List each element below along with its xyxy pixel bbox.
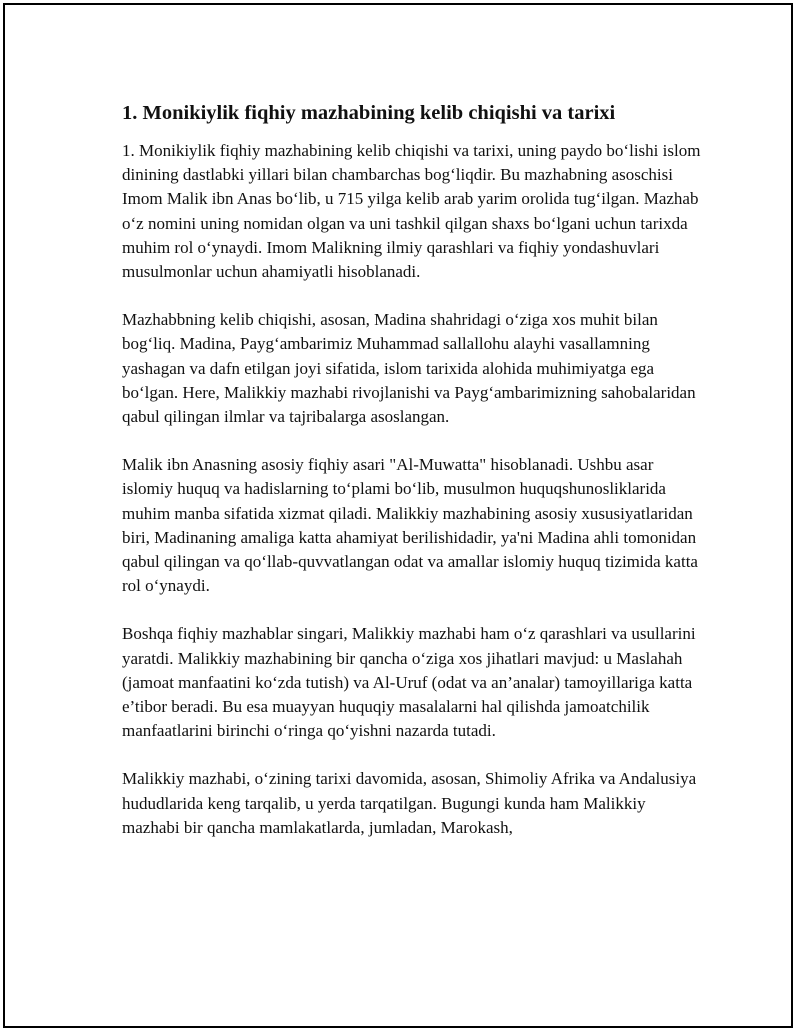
- document-title: 1. Monikiylik fiqhiy mazhabining kelib chiqishi va tarixi: [122, 102, 616, 124]
- paragraph-4: Boshqa fiqhiy mazhablar singari, Malikkiy mazhabi ham o‘z qarashlari va usullarini yaratdi. Malikkiy mazhabining bir qancha o‘ziga xos jihatlari mavjud: u Maslahah (jamoat manfaatini ko‘zda tutish) va Al-Uruf (odat va an’analar) tamoyillariga katta e’tibor beradi. Bu esa muayyan huquqiy masalalarni hal qilishda jamoatchilik manfaatlarini birinchi o‘ringa qo‘yishni nazarda tutadi.: [122, 624, 696, 741]
- page-frame: [3, 3, 793, 1028]
- paragraph-3: Malik ibn Anasning asosiy fiqhiy asari "Al-Muwatta" hisoblanadi. Ushbu asar islomiy huquq va hadislarning to‘plami bo‘lib, musulmon huquqshunosliklarida muhim manba sifatida xizmat qiladi. Malikkiy mazhabining asosiy xususiyatlaridan biri, Madinaning amaliga katta ahamiyat berilishidadir, ya'ni Madina ahli tomonidan qabul qilingan va qo‘llab-quvvatlangan odat va amallar islomiy huquq tizimida katta rol o‘ynaydi.: [122, 455, 698, 596]
- paragraph-5: Malikkiy mazhabi, o‘zining tarixi davomida, asosan, Shimoliy Afrika va Andalusiya hududlarida keng tarqalib, u yerda tarqatilgan. Bugungi kunda ham Malikkiy mazhabi bir qancha mamlakatlarda, jumladan, Marokash,: [122, 769, 697, 837]
- paragraph-2: Mazhabbning kelib chiqishi, asosan, Madina shahridagi o‘ziga xos muhit bilan bog‘liq. Madina, Payg‘ambarimiz Muhammad sallallohu alayhi vasallamning yashagan va dafn etilgan joyi sifatida, islom tarixida alohida muhimiyatga ega bo‘lgan. Here, Malikkiy mazhabi rivojlanishi va Payg‘ambarimizning sahobalaridan qabul qilingan ilmlar va tajribalarga asoslangan.: [122, 310, 696, 427]
- document-body: [122, 99, 702, 840]
- paragraph-1: 1. Monikiylik fiqhiy mazhabining kelib chiqishi va tarixi, uning paydo bo‘lishi islom dinining dastlabki yillari bilan chambarchas bog‘liqdir. Bu mazhabning asoschisi Imom Malik ibn Anas bo‘lib, u 715 yilga kelib arab yarim orolida tug‘ilgan. Mazhab o‘z nomini uning nomidan olgan va uni tashkil qilgan shaxs bo‘lgani uchun tarixda muhim rol o‘ynaydi. Imom Malikning ilmiy qarashlari va fiqhiy yondashuvlari musulmonlar uchun ahamiyatli hisoblanadi.: [122, 141, 701, 282]
